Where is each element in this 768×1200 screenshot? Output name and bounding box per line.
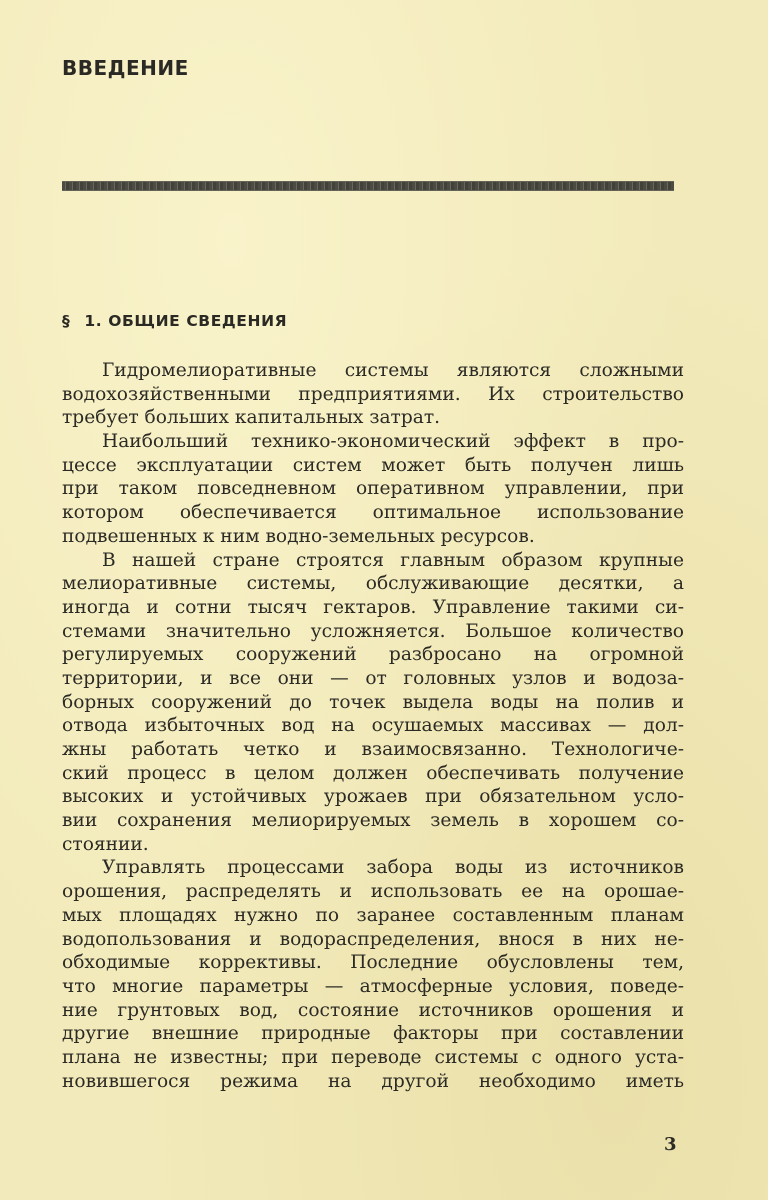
text-line: плана не известны; при переводе системы с одного уста- [62,1046,684,1068]
text-line: Гидромелиоративные системы являются сложными [102,360,684,381]
text-line: жны работать четко и взаимосвязанно. Технологиче- [62,739,684,760]
text-line: высоких и устойчивых урожаев при обязательном усло- [62,786,684,808]
text-line: цессе эксплуатации систем может быть получен лишь [62,454,684,476]
text-line: вии сохранения мелиорируемых земель в хорошем со- [62,810,684,832]
text-line: Наибольший технико-экономический эффект в про- [102,431,684,453]
text-line: мелиоративные системы, обслуживающие десятки, а [62,573,684,595]
text-line: ние грунтовых вод, состояние источников орошения и [62,999,684,1021]
text-line: новившегося режима на другой необходимо иметь [62,1070,684,1092]
page-number: 3 [664,1134,677,1155]
text-line: отвода избыточных вод на осушаемых массивах — дол- [62,715,684,737]
text-line: при таком повседневном оперативном управлении, при [62,478,684,500]
chapter-divider-rule [62,181,674,191]
text-line: Управлять процессами забора воды из источников [102,857,684,879]
body-text [62,359,684,1093]
chapter-title: ВВЕДЕНИЕ [62,56,189,80]
text-line: требует больших капитальных затрат. [62,407,441,429]
section-title: ОБЩИЕ СВЕДЕНИЯ [108,312,288,330]
text-line: что многие параметры — атмосферные условия, поведе- [62,975,684,997]
text-line: мых площадях нужно по заранее составленным планам [62,904,684,926]
text-line: водопользования и водораспределения, внося в них не- [62,928,684,950]
text-line: котором обеспечивается оптимальное использование [62,502,684,524]
text-line: другие внешние природные факторы при составлении [62,1023,684,1045]
text-line: ский процесс в целом должен обеспечивать получение [62,762,684,784]
text-line: стемами значительно усложняется. Большое количество [62,620,684,642]
text-line: подвешенных к ним водно-земельных ресурсов. [62,525,535,547]
text-line: борных сооружений до точек выдела воды на полив и [62,691,684,713]
text-line: регулируемых сооружений разбросано на огромной [62,644,684,666]
text-line: иногда и сотни тысяч гектаров. Управление такими си- [62,596,684,618]
text-line: В нашей стране строятся главным образом крупные [102,549,684,571]
section-symbol: § [62,312,71,330]
section-heading [62,312,287,330]
text-line: обходимые коррективы. Последние обусловлены тем, [62,952,684,974]
section-number: 1. [84,312,103,330]
text-line: стоянии. [62,833,149,855]
text-line: водохозяйственными предприятиями. Их строительство [62,383,684,405]
text-line: орошения, распределять и использовать ее на орошае- [62,881,684,903]
text-line: территории, и все они — от головных узлов и водоза- [62,667,684,689]
